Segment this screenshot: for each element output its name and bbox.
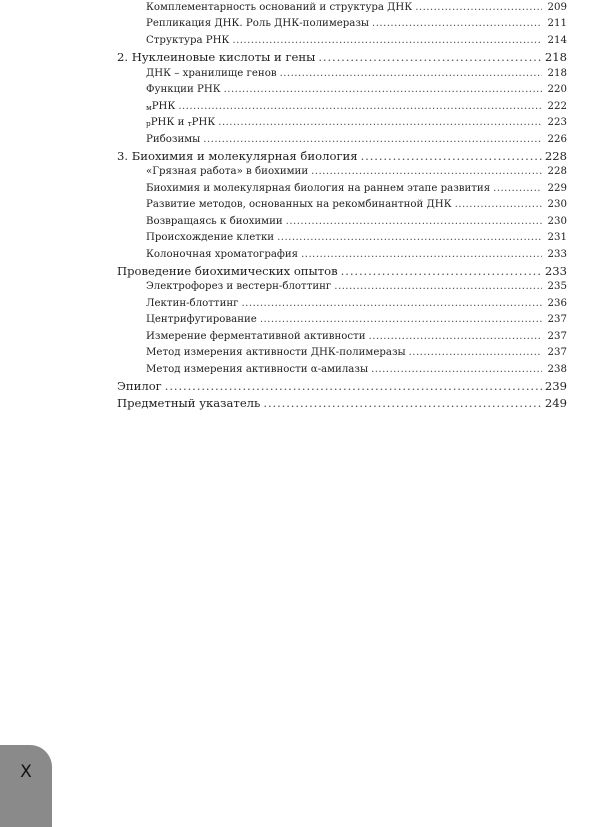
toc-entry-page: 235 (547, 281, 567, 293)
toc-entry-page: 228 (547, 166, 567, 178)
toc-entry[interactable] (117, 362, 567, 378)
toc-leader-dots (301, 247, 542, 263)
toc-entry-title: Метод измерения активности α-амилазы (146, 363, 369, 375)
toc-leader-dots (341, 263, 542, 279)
rna-prefix: р (146, 119, 151, 129)
toc-entry[interactable] (117, 181, 567, 197)
toc-entry-title: Возвращаясь к биохимии (146, 215, 283, 227)
toc-leader-dots (286, 214, 542, 230)
toc-entry-title: Комплементарность оснований и структура ДНК (146, 2, 413, 13)
toc-entry[interactable] (117, 214, 567, 230)
toc-entry[interactable] (117, 164, 567, 180)
toc-entry-page: 229 (547, 182, 567, 194)
toc-entry-title: Развитие методов, основанных на рекомбинантной ДНК (146, 199, 452, 211)
toc-entry[interactable] (117, 82, 567, 98)
toc-entry-title: Метод измерения активности ДНК-полимеразы (146, 347, 406, 359)
toc-leader-dots (334, 279, 542, 295)
toc-chapter[interactable] (117, 378, 567, 394)
toc-leader-dots (409, 345, 542, 361)
toc-leader-dots (372, 16, 542, 32)
toc-entry-title: «Грязная работа» в биохимии (146, 166, 309, 178)
toc-leader-dots (455, 197, 542, 213)
toc-entry-title: Рибозимы (146, 133, 201, 145)
toc-entry-title: Структура РНК (146, 34, 230, 46)
toc-entry-page: 237 (547, 314, 567, 326)
toc-chapter[interactable] (117, 395, 567, 411)
toc-entry[interactable] (117, 33, 567, 49)
toc-entry[interactable] (117, 345, 567, 361)
toc-entry-page: 223 (547, 117, 567, 129)
toc-leader-dots (224, 82, 542, 98)
toc-leader-dots (165, 378, 542, 394)
page-number-tab (0, 745, 52, 827)
toc-entry-title: Колоночная хроматография (146, 248, 299, 260)
rna-prefix: м (146, 102, 152, 112)
toc-entry[interactable] (117, 0, 567, 16)
rna-name: РНК (151, 100, 176, 112)
toc-entry-title: Электрофорез и вестерн-блоттинг (146, 281, 332, 293)
toc-entry[interactable] (117, 312, 567, 328)
toc-leader-dots (369, 329, 542, 345)
toc-chapter-page: 228 (544, 148, 567, 163)
toc-entry-page: 230 (547, 215, 567, 227)
toc-entry-title: Измерение ферментативной активности (146, 330, 366, 342)
toc-entry[interactable] (117, 279, 567, 295)
toc-chapter-title: Проведение биохимических опытов (117, 264, 338, 278)
toc-chapter-title: 3. Биохимия и молекулярная биология (117, 148, 358, 163)
toc-entry-page: 237 (547, 347, 567, 359)
toc-chapter-page: 249 (544, 395, 567, 410)
toc-entry[interactable] (117, 132, 567, 148)
rna-name: РНК и (150, 117, 188, 129)
toc-entry[interactable] (117, 115, 567, 131)
toc-entry-title: ДНК – хранилище генов (146, 67, 277, 79)
toc-entry-title: Происхождение клетки (146, 232, 275, 244)
table-of-contents (117, 0, 567, 411)
toc-leader-dots (311, 164, 542, 180)
toc-entry-title: Биохимия и молекулярная биология на раннем этапе развития (146, 182, 491, 194)
rna-prefix: т (187, 119, 192, 129)
toc-entry-page: 236 (547, 297, 567, 309)
toc-entry[interactable] (117, 66, 567, 82)
toc-chapter[interactable] (117, 263, 567, 279)
toc-chapter-title: Предметный указатель (117, 395, 261, 410)
toc-entry-page: 218 (547, 67, 567, 79)
toc-entry-page: 238 (547, 363, 567, 375)
toc-leader-dots (260, 312, 542, 328)
toc-chapter-page: 218 (544, 50, 567, 65)
toc-leader-dots (178, 99, 542, 115)
toc-entry-page: 226 (547, 133, 567, 145)
toc-entry-page: 209 (547, 2, 567, 13)
page-number: X (20, 762, 32, 782)
toc-chapter-page: 239 (544, 379, 567, 394)
toc-chapter[interactable] (117, 49, 567, 65)
toc-entry-page: 230 (547, 199, 567, 211)
toc-chapter-title: 2. Нуклеиновые кислоты и гены (117, 50, 316, 65)
toc-entry-page: 233 (547, 248, 567, 260)
toc-entry-title: Функции РНК (146, 84, 221, 96)
toc-entry[interactable] (117, 197, 567, 213)
toc-leader-dots (371, 362, 542, 378)
toc-entry-title: Лектин-блоттинг (146, 297, 239, 309)
toc-leader-dots (263, 395, 541, 411)
toc-entry-title (146, 115, 215, 132)
toc-chapter-page: 233 (544, 264, 567, 278)
toc-leader-dots (415, 0, 542, 16)
toc-chapter-title: Эпилог (117, 379, 162, 394)
toc-entry[interactable] (117, 247, 567, 263)
toc-entry[interactable] (117, 230, 567, 246)
toc-leader-dots (280, 66, 542, 82)
toc-chapter[interactable] (117, 148, 567, 164)
toc-entry-title: Репликация ДНК. Роль ДНК-полимеразы (146, 18, 370, 30)
toc-entry-page: 231 (547, 232, 567, 244)
toc-entry-title: Центрифугирование (146, 314, 257, 326)
toc-entry-title (146, 99, 175, 116)
toc-leader-dots (218, 115, 542, 131)
toc-entry[interactable] (117, 329, 567, 345)
toc-leader-dots (361, 148, 542, 164)
toc-entry-page: 214 (547, 34, 567, 46)
toc-leader-dots (318, 49, 542, 65)
toc-entry-page: 220 (547, 84, 567, 96)
toc-leader-dots (241, 296, 542, 312)
toc-entry[interactable] (117, 296, 567, 312)
toc-entry[interactable] (117, 16, 567, 32)
toc-entry[interactable] (117, 99, 567, 115)
toc-leader-dots (277, 230, 542, 246)
toc-entry-page: 222 (547, 100, 567, 112)
toc-leader-dots (232, 33, 542, 49)
toc-leader-dots (493, 181, 542, 197)
toc-entry-page: 237 (547, 330, 567, 342)
toc-leader-dots (203, 132, 542, 148)
toc-entry-page: 211 (547, 18, 567, 30)
rna-name: РНК (191, 117, 216, 129)
